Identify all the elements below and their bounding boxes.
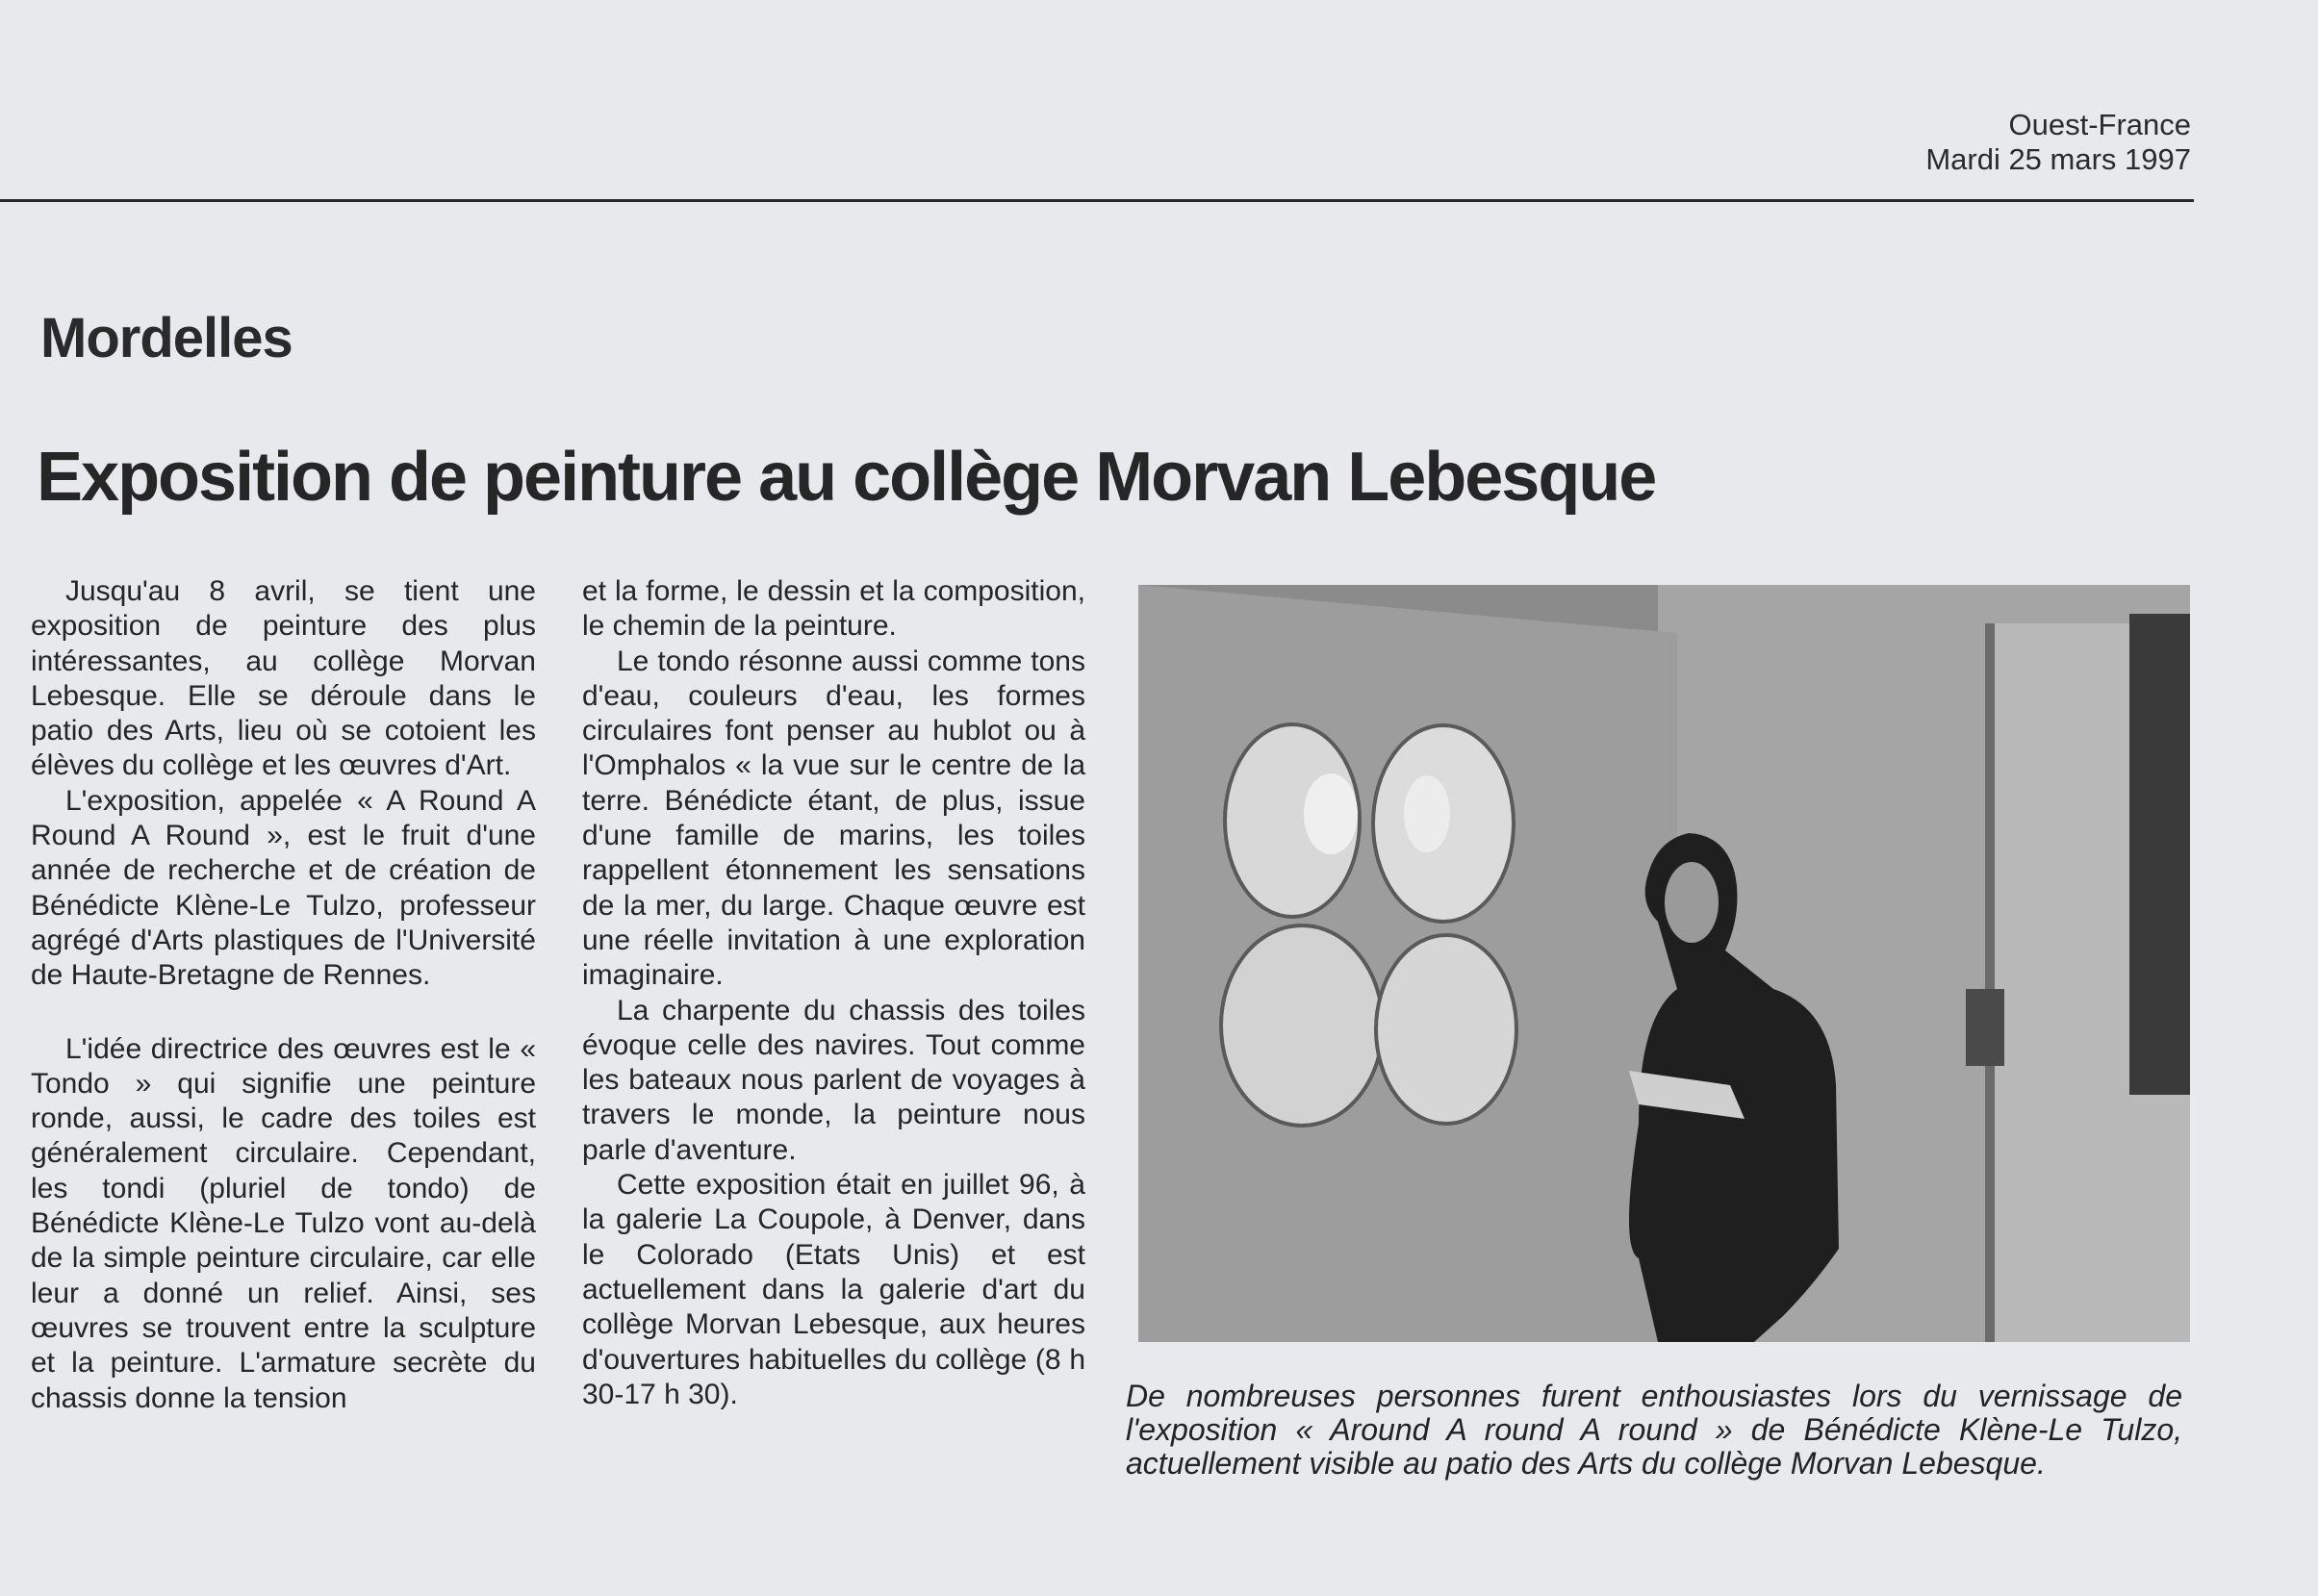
- exhibition-photo: [1138, 585, 2190, 1342]
- paragraph: L'exposition, appelée « A Round A Round A Round », est le fruit d'une année de recherche et de création de Bénédicte Klène-Le Tulzo, professeur agrégé d'Arts plastiques de l'Université de Haute-Bretagne de Rennes.: [31, 784, 536, 992]
- paragraph: Jusqu'au 8 avril, se tient une exposition de peinture des plus intéressantes, au collège Morvan Lebesque. Elle se déroule dans le patio des Arts, lieu où se cotoient les élèves du collège et les œuvres d'Art.: [31, 575, 536, 782]
- paragraph: L'idée directrice des œuvres est le « Tondo » qui signifie une peinture ronde, aussi, le cadre des toiles est généralement circulaire. Cependant, les tondi (pluriel de tondo) de Bénédicte Klène-Le Tulzo vont au-delà de la simple peinture circulaire, car elle leur a donné un relief. Ainsi, ses œuvres se trouvent entre la sculpture et la peinture. L'armature secrète du chassis donne la tension: [31, 1032, 536, 1414]
- paragraph: et la forme, le dessin et la composition, le chemin de la peinture.: [582, 575, 1085, 643]
- photo-caption: De nombreuses personnes furent enthousiastes lors du vernissage de l'exposition « Around A round A round » de Bénédicte Klène-Le Tulzo, actuellement visible au patio des Arts du collège Morvan Lebesque.: [1126, 1379, 2182, 1481]
- paragraph: La charpente du chassis des toiles évoque celle des navires. Tout comme les bateaux nous parlent de voyages à travers le monde, la peinture nous parle d'aventure.: [582, 994, 1085, 1166]
- paragraph: Cette exposition était en juillet 96, à la galerie La Coupole, à Denver, dans le Colorado (Etats Unis) et est actuellement dans la galerie d'art du collège Morvan Lebesque, aux heures d'ouvertures habituelles du collège (8 h 30-17 h 30).: [582, 1169, 1085, 1410]
- section-title: Mordelles: [40, 307, 293, 369]
- newspaper-name: Ouest-France: [2008, 108, 2191, 141]
- article-column-2: [582, 574, 1085, 1412]
- issue-date: Mardi 25 mars 1997: [1925, 142, 2191, 176]
- header-rule: [0, 199, 2194, 202]
- article-headline: Exposition de peinture au collège Morvan Lebesque: [37, 439, 1656, 516]
- masthead: [1925, 108, 2191, 177]
- article-column-1: [31, 574, 536, 1416]
- paragraph: Le tondo résonne aussi comme tons d'eau, couleurs d'eau, les formes circulaires font penser au hublot ou à l'Omphalos « la vue sur le centre de la terre. Bénédicte étant, de plus, issue d'une famille de marins, les toiles rappellent étonnement les sensations de la mer, du large. Chaque œuvre est une réelle invitation à une exploration imaginaire.: [582, 645, 1085, 992]
